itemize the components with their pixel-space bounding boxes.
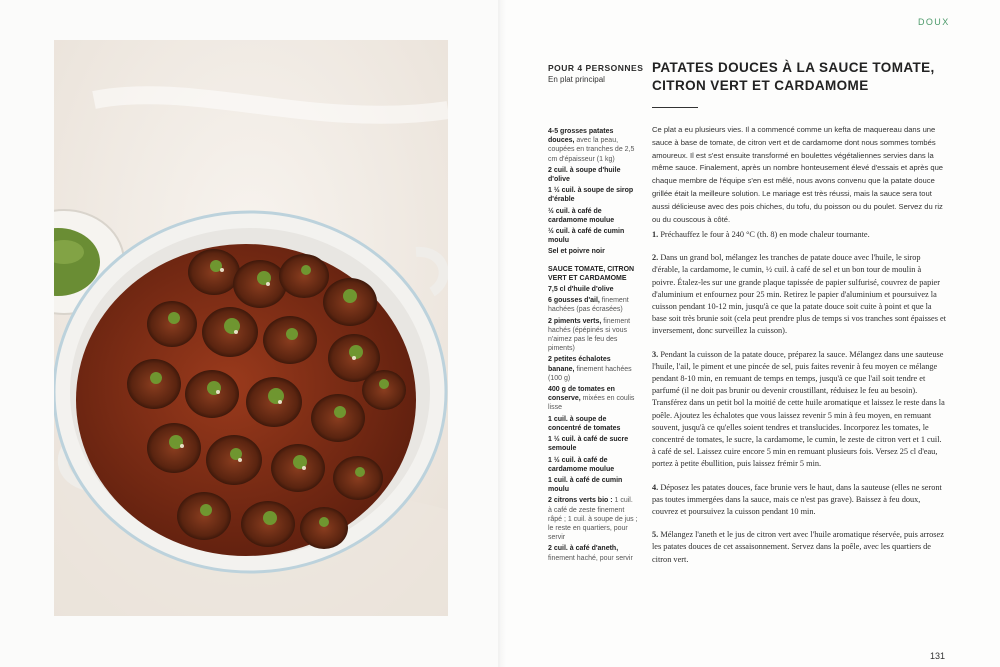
sauce-ingredient-item: 7,5 cl d'huile d'olive	[548, 286, 614, 294]
dish-photo	[54, 40, 448, 616]
sauce-ingredient-item: 1 cuil. à café de cumin moulu	[548, 476, 623, 494]
method-steps	[652, 229, 946, 577]
method-step: 3. Pendant la cuisson de la patate douce, préparez la sauce. Mélangez dans une sauteuse l'huile, l'ail, le piment et une pincée de sel, puis faites revenir à feu moyen ce mélange pendant 8-10 min, en remuant de temps en temps, jusqu'à ce que l'ail soit tendre et parfumé (il ne doit pas brunir ou devenir croustillant, réduisez le feu au besoin). Transférez dans un petit bol la moitié de cette huile aromatique et laissez le reste dans la poêle. Ajoutez les échalotes que vous laissez revenir 5 min à feu moyen, en remuant souvent, jusqu'à ce qu'elles soient tendres et translucides. Incorporez les tomates, le concentré de tomates, le sucre, la cardamome, le cumin, le zeste de citron vert et 1 cuil. à café de sel. Laissez cuire encore 5 min en remuant plusieurs fois. Versez 25 cl d'eau, portez à petite ébullition, puis laissez frémir 5 min.	[652, 349, 945, 469]
sauce-ingredient-item: 1 ½ cuil. à café de cardamome moulue	[548, 456, 615, 473]
method-step: 4. Déposez les patates douces, face brunie vers le haut, dans la sauteuse (elles ne seront pas toutes immergées dans la sauce, mais ce n'est pas grave). Baissez à feu doux, couvrez et poursuivez la cuisson pendant 10 min.	[652, 482, 942, 517]
ingredient-item: 4-5 grosses patates douces, avec la peau, coupées en tranches de 2,5 cm d'épaisseur (1 kg)	[548, 128, 635, 163]
method-step: 5. Mélangez l'aneth et le jus de citron vert avec l'huile aromatique réservée, puis arrosez les patates douces de cet assaisonnement. Servez dans la poêle, avec les quartiers de citron vert.	[652, 530, 944, 564]
sauce-ingredient-item: 2 cuil. à café d'aneth, finement haché, pour servir	[548, 545, 633, 562]
title-rule	[652, 107, 698, 108]
sauce-ingredient-item: 2 piments verts, finement hachés (épépinés si vous n'aimez pas le feu des piments)	[548, 317, 631, 353]
method-step: 2. Dans un grand bol, mélangez les tranches de patate douce avec l'huile, le sirop d'érable, la cardamome, le cumin, ½ cuil. à café de sel et un bon tour de moulin à poivre. Étalez-les sur une grande plaque tapissée de papier sulfurisé, couvrez de papier d'aluminium et enfournez pour 25 min. Retirez le papier d'aluminium et poursuivez la cuisson pendant 10-12 min, jusqu'à ce que la patate douce soit cuite à point et que la base soit très brunie soit (cela peut prendre plus de temps si vos tranches sont épaisses et inversement, donc surveillez la cuisson).	[652, 253, 947, 336]
servings-sublabel: En plat principal	[548, 75, 605, 84]
page-number: 131	[930, 651, 946, 661]
ingredient-item: Sel et poivre noir	[548, 248, 605, 256]
ingredient-item: 1 ½ cuil. à soupe de sirop d'érable	[548, 187, 634, 204]
sauce-ingredient-item: 1 ½ cuil. à café de sucre semoule	[548, 436, 629, 453]
ingredient-item: 2 cuil. à soupe d'huile d'olive	[548, 166, 621, 184]
sauce-heading: SAUCE TOMATE, CITRON VERT ET CARDAMOME	[548, 265, 635, 282]
ingredients-list	[548, 127, 638, 565]
sauce-ingredient-item: 6 gousses d'ail, finement hachées (pas écrasées)	[548, 297, 629, 314]
section-tag: DOUX	[918, 17, 950, 27]
sauce-ingredient-item: 2 petites échalotes banane, finement hachées (100 g)	[548, 356, 632, 382]
recipe-title: PATATES DOUCES À LA SAUCE TOMATE, CITRON VERT ET CARDAMOME	[652, 60, 935, 93]
ingredient-item: ½ cuil. à café de cumin moulu	[548, 228, 625, 245]
method-step: 1. Préchauffez le four à 240 °C (th. 8) en mode chaleur tournante.	[652, 230, 870, 239]
ingredient-item: ½ cuil. à café de cardamome moulue	[548, 207, 615, 224]
sauce-ingredient-item: 400 g de tomates en conserve, mixées en coulis lisse	[548, 386, 635, 412]
sauce-ingredient-item: 1 cuil. à soupe de concentré de tomates	[548, 415, 621, 432]
page-gutter	[498, 0, 506, 667]
sauce-ingredient-item: 2 citrons verts bio : 1 cuil. à café de zeste finement râpé ; 1 cuil. à soupe de jus ; le reste en quartiers, pour servir	[548, 497, 638, 542]
recipe-intro: Ce plat a eu plusieurs vies. Il a commencé comme un kefta de maquereau dans une sauce à base de tomate, de citron vert et de cardamome dont nous sommes tombés amoureux. Il est s'est ensuite transformé en boulettes végétaliennes servies dans la même sauce. Finalement, après un nombre honteusement élevé d'essais et après que chaque membre de l'équipe s'en est mêlé, nous avons convenu que la patate douce grillée était la meilleure solution. Le mariage est très réussi, mais la sauce sera tout aussi délicieuse avec des pois chiches, du tofu, du poisson ou du poulet. Servez du riz ou du couscous à côté.	[652, 125, 944, 224]
servings-label: POUR 4 PERSONNES	[548, 63, 644, 73]
